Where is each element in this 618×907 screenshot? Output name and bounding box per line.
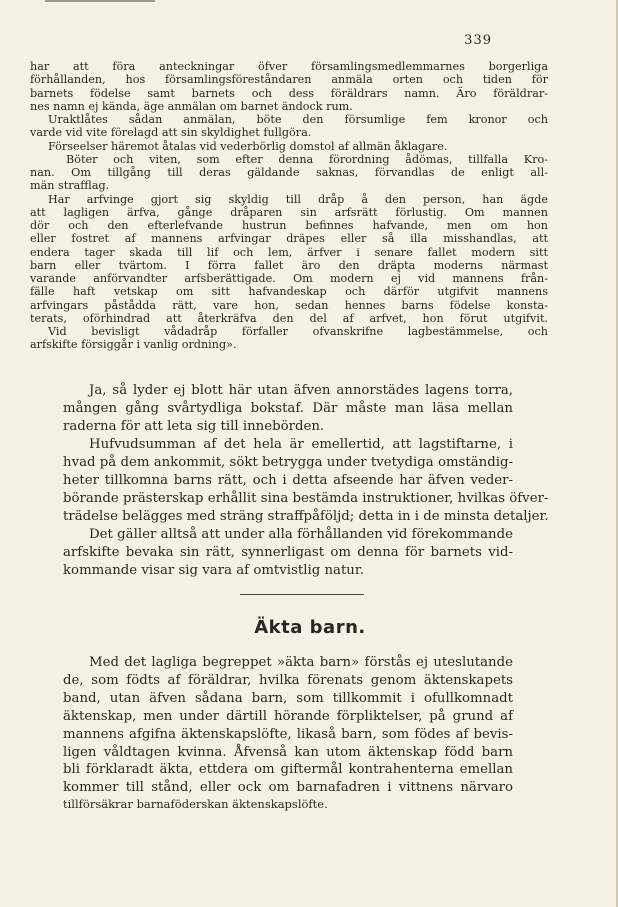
- commentary-block: [63, 382, 549, 580]
- quote-line: Böter och viten, som efter denna förordning ådömas, tillfalla Kro-: [66, 152, 548, 166]
- body-line: arfskifte bevaka sin rätt, synnerligast om denna för barnets vid-: [63, 545, 513, 560]
- law-quote-block: [30, 60, 548, 352]
- quote-line: varande anförvandter arfsberättigade. Om modern ej vid mannens från-: [30, 272, 548, 285]
- quote-line: Vid bevisligt vådadråp förfaller ofvanskrifne lagbestämmelse, och: [48, 325, 548, 338]
- quote-line: Förseelser häremot åtalas vid vederbörlig domstol af allmän åklagare.: [48, 139, 448, 153]
- quote-line: förhållanden, hos församlingsföreståndaren anmäla orten och tiden för: [30, 73, 548, 87]
- quote-line: dör och den efterlefvande hustrun befinnes hafvande, men om hon: [30, 219, 548, 232]
- quote-line: har att föra anteckningar öfver församlingsmedlemmarnes borgerliga: [30, 60, 548, 73]
- quote-line: eller fostret af mannens arfvingar dräpes eller så illa misshandlas, att: [30, 232, 548, 246]
- quote-line: arfvingars påstådda rätt, vare hon, sedan hennes barns födelse konsta-: [30, 298, 548, 312]
- section-line: band, utan äfven sådana barn, som tillkommit i ofullkomnadt: [63, 690, 513, 706]
- quote-line: varde vid vite förelagd att sin skyldighet fullgöra.: [30, 126, 312, 140]
- body-line: Hufvudsumman af det hela är emellertid, att lagstiftarne, i: [89, 437, 513, 452]
- section-line: tillförsäkrar barnaföderskan äktenskapslöfte.: [63, 797, 328, 812]
- section-line: mannens afgifna äktenskapslöfte, likaså barn, som födes af bevis-: [63, 726, 513, 742]
- section-line: de, som födts af föräldrar, hvilka förenats genom äktenskapets: [63, 672, 513, 688]
- body-line: börande prästerskap erhållit sina bestämda instruktioner, hvilkas öfver-: [63, 491, 549, 506]
- quote-line: Uraktlåtes sådan anmälan, böte den försumlige fem kronor och: [48, 113, 548, 126]
- section-text-block: [63, 654, 513, 812]
- page-number: 339: [464, 33, 492, 48]
- quote-line: män strafflag.: [30, 179, 110, 193]
- section-divider: [240, 594, 364, 595]
- section-line: Med det lagliga begreppet »äkta barn» förstås ej uteslutande: [89, 655, 513, 670]
- quote-line: att lagligen ärfva, gånge dråparen sin arfsrätt förlustig. Om mannen: [30, 205, 548, 219]
- quote-line: nan. Om tillgång till deras gäldande saknas, förvandlas de enligt all-: [30, 166, 548, 179]
- quote-line: nes namn ej kända, äge anmälan om barnet ändock rum.: [30, 99, 353, 113]
- top-edge-mark: [45, 0, 155, 2]
- body-line: mången gång svårtydliga bokstaf. Där måste man läsa mellan: [63, 401, 513, 416]
- quote-line: barn eller tvärtom. I förra fallet äro den dräpta moderns närmast: [30, 258, 548, 272]
- body-line: kommande visar sig vara af omtvistlig natur.: [63, 563, 364, 578]
- section-line: bli förklaradt äkta, ettdera om giftermål kontrahenterna emellan: [63, 762, 513, 778]
- quote-line: arfskifte försiggår i vanlig ordning».: [30, 338, 237, 352]
- quote-line: fälle haft vetskap om sitt hafvandeskap och därför utgifvit mannens: [30, 285, 548, 299]
- section-line: ligen våldtagen kvinna. Åfvenså kan utom äktenskap född barn: [63, 744, 513, 760]
- body-line: trädelse belägges med sträng straffpåföljd; detta in i de minsta detaljer.: [63, 509, 549, 524]
- section-line: kommer till stånd, eller ock om barnafadren i vittnens närvaro: [63, 780, 513, 796]
- body-line: Ja, så lyder ej blott här utan äfven annorstädes lagens torra,: [89, 383, 513, 398]
- body-line: Det gäller alltså att under alla förhållanden vid förekommande: [89, 527, 513, 542]
- quote-line: terats, oförhindrad att återkräfva den del af arfvet, hon förut utgifvit.: [30, 311, 548, 325]
- body-line: hvad på dem ankommit, sökt betrygga under tvetydiga omständig-: [63, 455, 513, 470]
- body-line: heter tillkomna barns rätt, och i detta afseende har äfven veder-: [63, 473, 513, 488]
- quote-line: endera tager skada till lif och lem, ärfver i senare fallet modern sitt: [30, 245, 548, 259]
- section-line: äktenskap, men under därtill hörande förpliktelser, på grund af: [63, 708, 513, 724]
- section-heading: Äkta barn.: [254, 617, 366, 638]
- body-line: raderna för att leta sig till innebörden.: [63, 419, 325, 434]
- quote-line: Har arfvinge gjort sig skyldig till dråp å den person, han ägde: [48, 192, 548, 206]
- quote-line: barnets födelse samt barnets och dess föräldrars namn. Äro föräldrar-: [30, 86, 548, 100]
